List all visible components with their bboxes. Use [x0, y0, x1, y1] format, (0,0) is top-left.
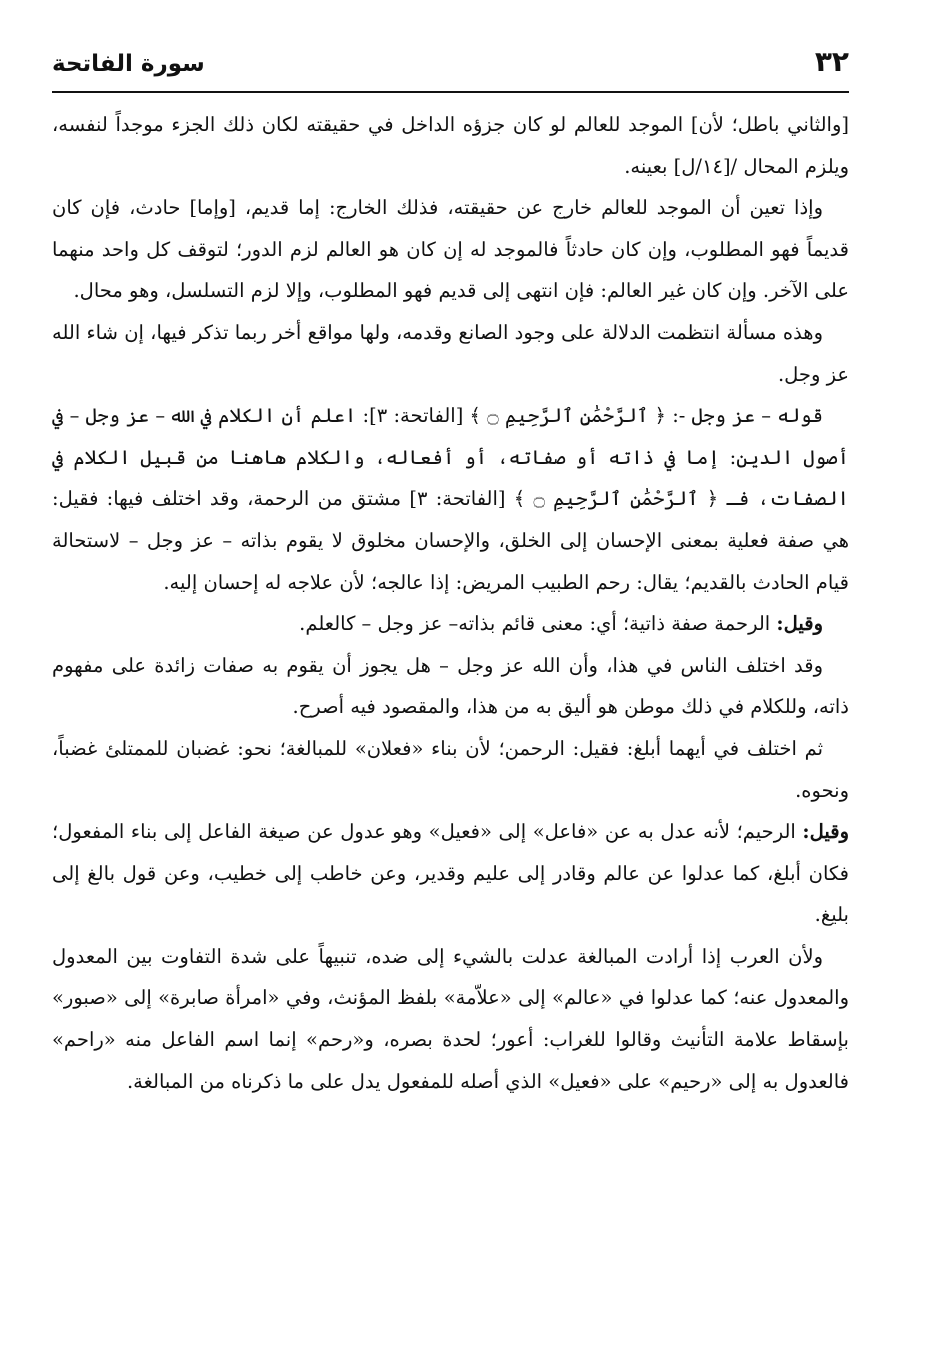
body-text	[52, 104, 849, 1102]
paragraph-8-text: الرحيم؛ لأنه عدل به عن «فاعل» إلى «فعيل» وهو عدول عن صيغة الفاعل إلى بناء المفعول؛ فكان أبلغ، كما عدلوا عن عالم وقادر إلى عليم وقدير، وعن خاطب إلى خطيب، وعن قول بالغ إلى بليغ.	[52, 820, 849, 927]
paragraph-7: ثم اختلف في أيهما أبلغ: فقيل: الرحمن؛ لأن بناء «فعلان» للمبالغة؛ نحو: غضبان للممتلئ غضباً، ونحوه.	[52, 736, 849, 802]
paragraph-6: وقد اختلف الناس في هذا، وأن الله عز وجل – هل يجوز أن يقوم به صفات زائدة على مفهوم ذاته، وللكلام في ذلك موطن هو أليق به من هذا، والمقصود فيه أصرح.	[52, 653, 849, 719]
paragraph-4: قوله – عز وجل -: ﴿ ٱلرَّحْمَٰنِ ٱلرَّحِيمِ ۝ ﴾ [الفاتحة: ٣]: اعلم أن الكلام في الله – عز وجل – في أصول الدين: إما في ذاته أو صفاته، أو أفعاله، والكلام هاهنا من قبيل الكلام في الصفات، فـ ﴿ ٱلرَّحْمَٰنِ ٱلرَّحِيمِ ۝ ﴾ [الفاتحة: ٣] مشتق من الرحمة، وقد اختلف فيها: فقيل: هي صفة فعلية بمعنى الإحسان إلى الخلق، والإحسان مخلوق لا يقوم بذاته – عز وجل – لاستحالة قيام الحادث بالقديم؛ يقال: رحم الطبيب المريض: إذا عالجه؛ لأن علاجه له إحسان إليه.	[52, 404, 849, 594]
paragraph-2: وإذا تعين أن الموجد للعالم خارج عن حقيقته، فذلك الخارج: إما قديم، [وإما] حادث، فإن كان قديماً فهو المطلوب، وإن كان حادثاً فالموجد له إن كان هو العالم لزم الدور؛ لتوقف كل واحد منهما على الآخر. وإن كان غير العالم: فإن انتهى إلى قديم فهو المطلوب، وإلا لزم التسلسل، وهو محال.	[52, 196, 849, 303]
paragraph-9: ولأن العرب إذا أرادت المبالغة عدلت بالشيء إلى ضده، تنبيهاً على شدة التفاوت بين المعدول والمعدول عنه؛ كما عدلوا في «عالم» إلى «علاّمة» بلفظ المؤنث، وفي «امرأة صابرة» إلى «صبور» بإسقاط علامة التأنيث وقالوا للغراب: أعور؛ لحدة بصره، و«رحم» إنما اسم الفاعل منه «راحم» فالعدول به إلى «رحيم» على «فعيل» الذي أصله للمفعول يدل على ما ذكرناه من المبالغة.	[52, 944, 849, 1093]
page-header	[52, 38, 849, 90]
running-title: سورة الفاتحة	[52, 51, 205, 77]
paragraph-8	[52, 811, 849, 936]
paragraph-8-lead: وقيل:	[802, 820, 849, 844]
header-rule	[52, 91, 849, 93]
paragraph-3: وهذه مسألة انتظمت الدلالة على وجود الصانع وقدمه، ولها مواقع أخر ربما تذكر فيها، إن شاء الله عز وجل.	[52, 320, 849, 386]
paragraph-5-lead: وقيل:	[776, 612, 823, 636]
paragraph-1: [والثاني باطل؛ لأن] الموجد للعالم لو كان جزؤه الداخل في حقيقته لكان ذلك الجزء موجداً لنفسه، ويلزم المحال /[١٤/ل] بعينه.	[52, 113, 849, 178]
paragraph-5-text: الرحمة صفة ذاتية؛ أي: معنى قائم بذاته– عز وجل – كالعلم.	[299, 612, 777, 636]
page-number: ٣٢	[814, 45, 849, 78]
paragraph-5	[52, 603, 849, 645]
